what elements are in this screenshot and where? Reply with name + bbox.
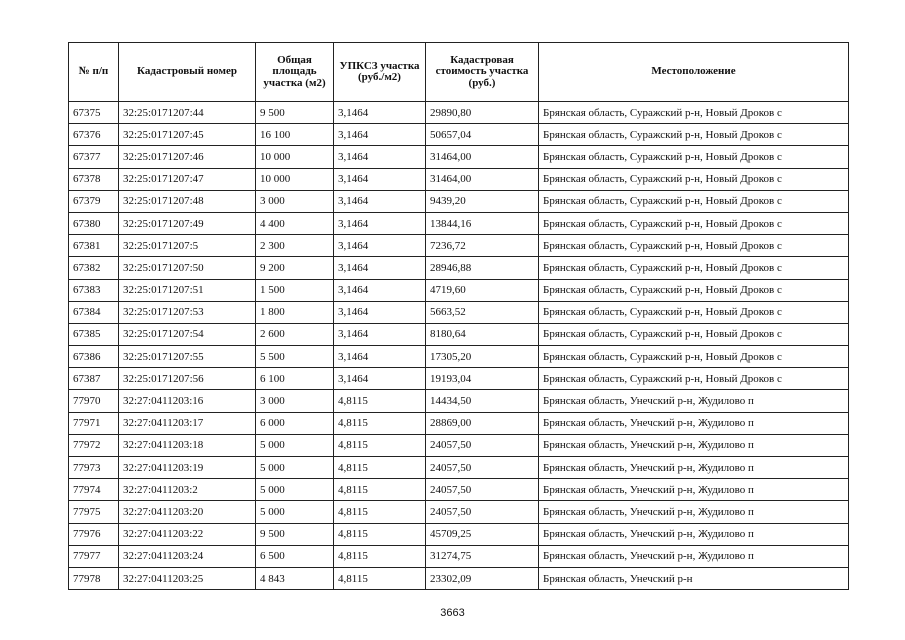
table-row (69, 257, 849, 279)
cell-cadastral-number: 32:27:0411203:25 (119, 567, 256, 589)
cell-cadastral-number: 32:25:0171207:53 (119, 301, 256, 323)
cell-num: 77970 (69, 390, 119, 412)
table-row (69, 212, 849, 234)
cell-upksz: 3,1464 (334, 279, 426, 301)
cell-cadastral-value: 45709,25 (426, 523, 539, 545)
cell-num: 67381 (69, 235, 119, 257)
cell-area: 6 500 (256, 545, 334, 567)
cell-location: Брянская область, Унечский р-н, Жудилово п (539, 501, 849, 523)
cell-cadastral-value: 29890,80 (426, 102, 539, 124)
cell-cadastral-value: 28946,88 (426, 257, 539, 279)
table-row (69, 412, 849, 434)
cell-num: 67378 (69, 168, 119, 190)
cell-upksz: 4,8115 (334, 412, 426, 434)
cell-cadastral-number: 32:25:0171207:50 (119, 257, 256, 279)
cell-location: Брянская область, Унечский р-н, Жудилово п (539, 412, 849, 434)
cell-num: 67379 (69, 190, 119, 212)
cell-location: Брянская область, Унечский р-н, Жудилово п (539, 523, 849, 545)
cell-cadastral-number: 32:27:0411203:17 (119, 412, 256, 434)
cell-cadastral-value: 13844,16 (426, 212, 539, 234)
cell-cadastral-number: 32:27:0411203:19 (119, 457, 256, 479)
cell-cadastral-number: 32:27:0411203:2 (119, 479, 256, 501)
cell-upksz: 4,8115 (334, 434, 426, 456)
cell-num: 67385 (69, 323, 119, 345)
cell-area: 10 000 (256, 146, 334, 168)
cell-num: 67375 (69, 102, 119, 124)
table-row (69, 235, 849, 257)
cell-cadastral-number: 32:27:0411203:24 (119, 545, 256, 567)
cell-cadastral-value: 24057,50 (426, 479, 539, 501)
cell-upksz: 4,8115 (334, 545, 426, 567)
cell-upksz: 3,1464 (334, 212, 426, 234)
cell-cadastral-value: 9439,20 (426, 190, 539, 212)
cell-upksz: 3,1464 (334, 190, 426, 212)
cell-location: Брянская область, Суражский р-н, Новый Дроков с (539, 279, 849, 301)
cell-upksz: 3,1464 (334, 168, 426, 190)
cell-cadastral-number: 32:27:0411203:20 (119, 501, 256, 523)
cell-area: 16 100 (256, 124, 334, 146)
cell-upksz: 3,1464 (334, 102, 426, 124)
table-row (69, 346, 849, 368)
cell-num: 77971 (69, 412, 119, 434)
cell-cadastral-number: 32:25:0171207:51 (119, 279, 256, 301)
table-row (69, 545, 849, 567)
cell-cadastral-value: 4719,60 (426, 279, 539, 301)
cell-cadastral-value: 24057,50 (426, 434, 539, 456)
cell-cadastral-number: 32:25:0171207:46 (119, 146, 256, 168)
header-num: № п/п (69, 43, 119, 102)
cell-area: 9 200 (256, 257, 334, 279)
table-row (69, 501, 849, 523)
table-row (69, 190, 849, 212)
cell-cadastral-number: 32:25:0171207:55 (119, 346, 256, 368)
table-row (69, 434, 849, 456)
cell-upksz: 3,1464 (334, 124, 426, 146)
cell-location: Брянская область, Суражский р-н, Новый Дроков с (539, 102, 849, 124)
cell-num: 67376 (69, 124, 119, 146)
cell-upksz: 3,1464 (334, 368, 426, 390)
cell-cadastral-value: 31464,00 (426, 168, 539, 190)
cell-area: 5 000 (256, 434, 334, 456)
cell-location: Брянская область, Суражский р-н, Новый Дроков с (539, 368, 849, 390)
cell-num: 67382 (69, 257, 119, 279)
cell-cadastral-value: 28869,00 (426, 412, 539, 434)
cell-location: Брянская область, Суражский р-н, Новый Дроков с (539, 212, 849, 234)
cell-location: Брянская область, Унечский р-н, Жудилово п (539, 457, 849, 479)
cell-area: 9 500 (256, 102, 334, 124)
cell-area: 9 500 (256, 523, 334, 545)
cell-cadastral-value: 23302,09 (426, 567, 539, 589)
cell-location: Брянская область, Суражский р-н, Новый Дроков с (539, 257, 849, 279)
cell-num: 77977 (69, 545, 119, 567)
cell-area: 3 000 (256, 390, 334, 412)
cell-num: 77974 (69, 479, 119, 501)
cell-cadastral-number: 32:25:0171207:49 (119, 212, 256, 234)
table-body (69, 102, 849, 590)
table-row (69, 146, 849, 168)
cell-cadastral-number: 32:25:0171207:54 (119, 323, 256, 345)
cell-cadastral-value: 31464,00 (426, 146, 539, 168)
cell-cadastral-number: 32:25:0171207:45 (119, 124, 256, 146)
cell-upksz: 3,1464 (334, 301, 426, 323)
cell-area: 3 000 (256, 190, 334, 212)
cell-cadastral-number: 32:25:0171207:48 (119, 190, 256, 212)
header-cadastral-number: Кадастровый номер (119, 43, 256, 102)
table-row (69, 279, 849, 301)
header-upksz: УПКСЗ участка (руб./м2) (334, 43, 426, 102)
cell-upksz: 4,8115 (334, 457, 426, 479)
cell-cadastral-value: 50657,04 (426, 124, 539, 146)
cell-area: 4 843 (256, 567, 334, 589)
cadastral-value-table (68, 42, 849, 590)
header-area: Общая площадь участка (м2) (256, 43, 334, 102)
cell-cadastral-value: 31274,75 (426, 545, 539, 567)
cell-area: 5 000 (256, 501, 334, 523)
cell-num: 77973 (69, 457, 119, 479)
table-row (69, 124, 849, 146)
cell-upksz: 3,1464 (334, 257, 426, 279)
cell-area: 4 400 (256, 212, 334, 234)
cell-cadastral-value: 24057,50 (426, 501, 539, 523)
cell-location: Брянская область, Суражский р-н, Новый Дроков с (539, 323, 849, 345)
cell-upksz: 4,8115 (334, 567, 426, 589)
page-number: 3663 (440, 607, 465, 619)
cell-cadastral-value: 17305,20 (426, 346, 539, 368)
cell-num: 77976 (69, 523, 119, 545)
header-row (69, 43, 849, 102)
cell-area: 2 600 (256, 323, 334, 345)
header-cadastral-value: Кадастровая стоимость участка (руб.) (426, 43, 539, 102)
cell-location: Брянская область, Унечский р-н, Жудилово п (539, 434, 849, 456)
cell-area: 5 500 (256, 346, 334, 368)
cell-cadastral-value: 24057,50 (426, 457, 539, 479)
cell-cadastral-number: 32:25:0171207:5 (119, 235, 256, 257)
cell-upksz: 4,8115 (334, 523, 426, 545)
cell-cadastral-number: 32:25:0171207:47 (119, 168, 256, 190)
header-location: Местоположение (539, 43, 849, 102)
table-row (69, 523, 849, 545)
cell-cadastral-number: 32:27:0411203:22 (119, 523, 256, 545)
cell-area: 2 300 (256, 235, 334, 257)
cell-upksz: 4,8115 (334, 501, 426, 523)
cell-upksz: 4,8115 (334, 479, 426, 501)
cell-location: Брянская область, Суражский р-н, Новый Дроков с (539, 168, 849, 190)
table-row (69, 390, 849, 412)
cell-num: 77975 (69, 501, 119, 523)
cell-location: Брянская область, Суражский р-н, Новый Дроков с (539, 235, 849, 257)
cell-area: 6 100 (256, 368, 334, 390)
cell-location: Брянская область, Унечский р-н, Жудилово п (539, 390, 849, 412)
cell-area: 6 000 (256, 412, 334, 434)
cell-cadastral-value: 5663,52 (426, 301, 539, 323)
cell-cadastral-value: 19193,04 (426, 368, 539, 390)
cell-upksz: 3,1464 (334, 146, 426, 168)
cell-area: 5 000 (256, 479, 334, 501)
table-row (69, 168, 849, 190)
cell-location: Брянская область, Суражский р-н, Новый Дроков с (539, 190, 849, 212)
cell-num: 67387 (69, 368, 119, 390)
cell-upksz: 4,8115 (334, 390, 426, 412)
cell-num: 67380 (69, 212, 119, 234)
cell-location: Брянская область, Унечский р-н, Жудилово п (539, 479, 849, 501)
cell-upksz: 3,1464 (334, 323, 426, 345)
cell-area: 1 500 (256, 279, 334, 301)
cell-num: 67377 (69, 146, 119, 168)
cell-location: Брянская область, Унечский р-н, Жудилово п (539, 545, 849, 567)
cell-num: 77972 (69, 434, 119, 456)
cell-cadastral-value: 14434,50 (426, 390, 539, 412)
table-header (69, 43, 849, 102)
cell-cadastral-number: 32:27:0411203:18 (119, 434, 256, 456)
cell-cadastral-number: 32:25:0171207:44 (119, 102, 256, 124)
cell-cadastral-number: 32:27:0411203:16 (119, 390, 256, 412)
cell-num: 67386 (69, 346, 119, 368)
cell-upksz: 3,1464 (334, 346, 426, 368)
table-row (69, 457, 849, 479)
table-row (69, 102, 849, 124)
table-row (69, 479, 849, 501)
cell-num: 67383 (69, 279, 119, 301)
table-row (69, 323, 849, 345)
cell-area: 1 800 (256, 301, 334, 323)
cell-location: Брянская область, Суражский р-н, Новый Дроков с (539, 146, 849, 168)
table-row (69, 567, 849, 589)
cell-area: 5 000 (256, 457, 334, 479)
cell-location: Брянская область, Суражский р-н, Новый Дроков с (539, 301, 849, 323)
cell-num: 67384 (69, 301, 119, 323)
cell-cadastral-number: 32:25:0171207:56 (119, 368, 256, 390)
cell-location: Брянская область, Унечский р-н (539, 567, 849, 589)
cell-upksz: 3,1464 (334, 235, 426, 257)
cell-area: 10 000 (256, 168, 334, 190)
cell-location: Брянская область, Суражский р-н, Новый Дроков с (539, 346, 849, 368)
table-row (69, 301, 849, 323)
cell-cadastral-value: 8180,64 (426, 323, 539, 345)
cell-cadastral-value: 7236,72 (426, 235, 539, 257)
cell-location: Брянская область, Суражский р-н, Новый Дроков с (539, 124, 849, 146)
table-row (69, 368, 849, 390)
cell-num: 77978 (69, 567, 119, 589)
